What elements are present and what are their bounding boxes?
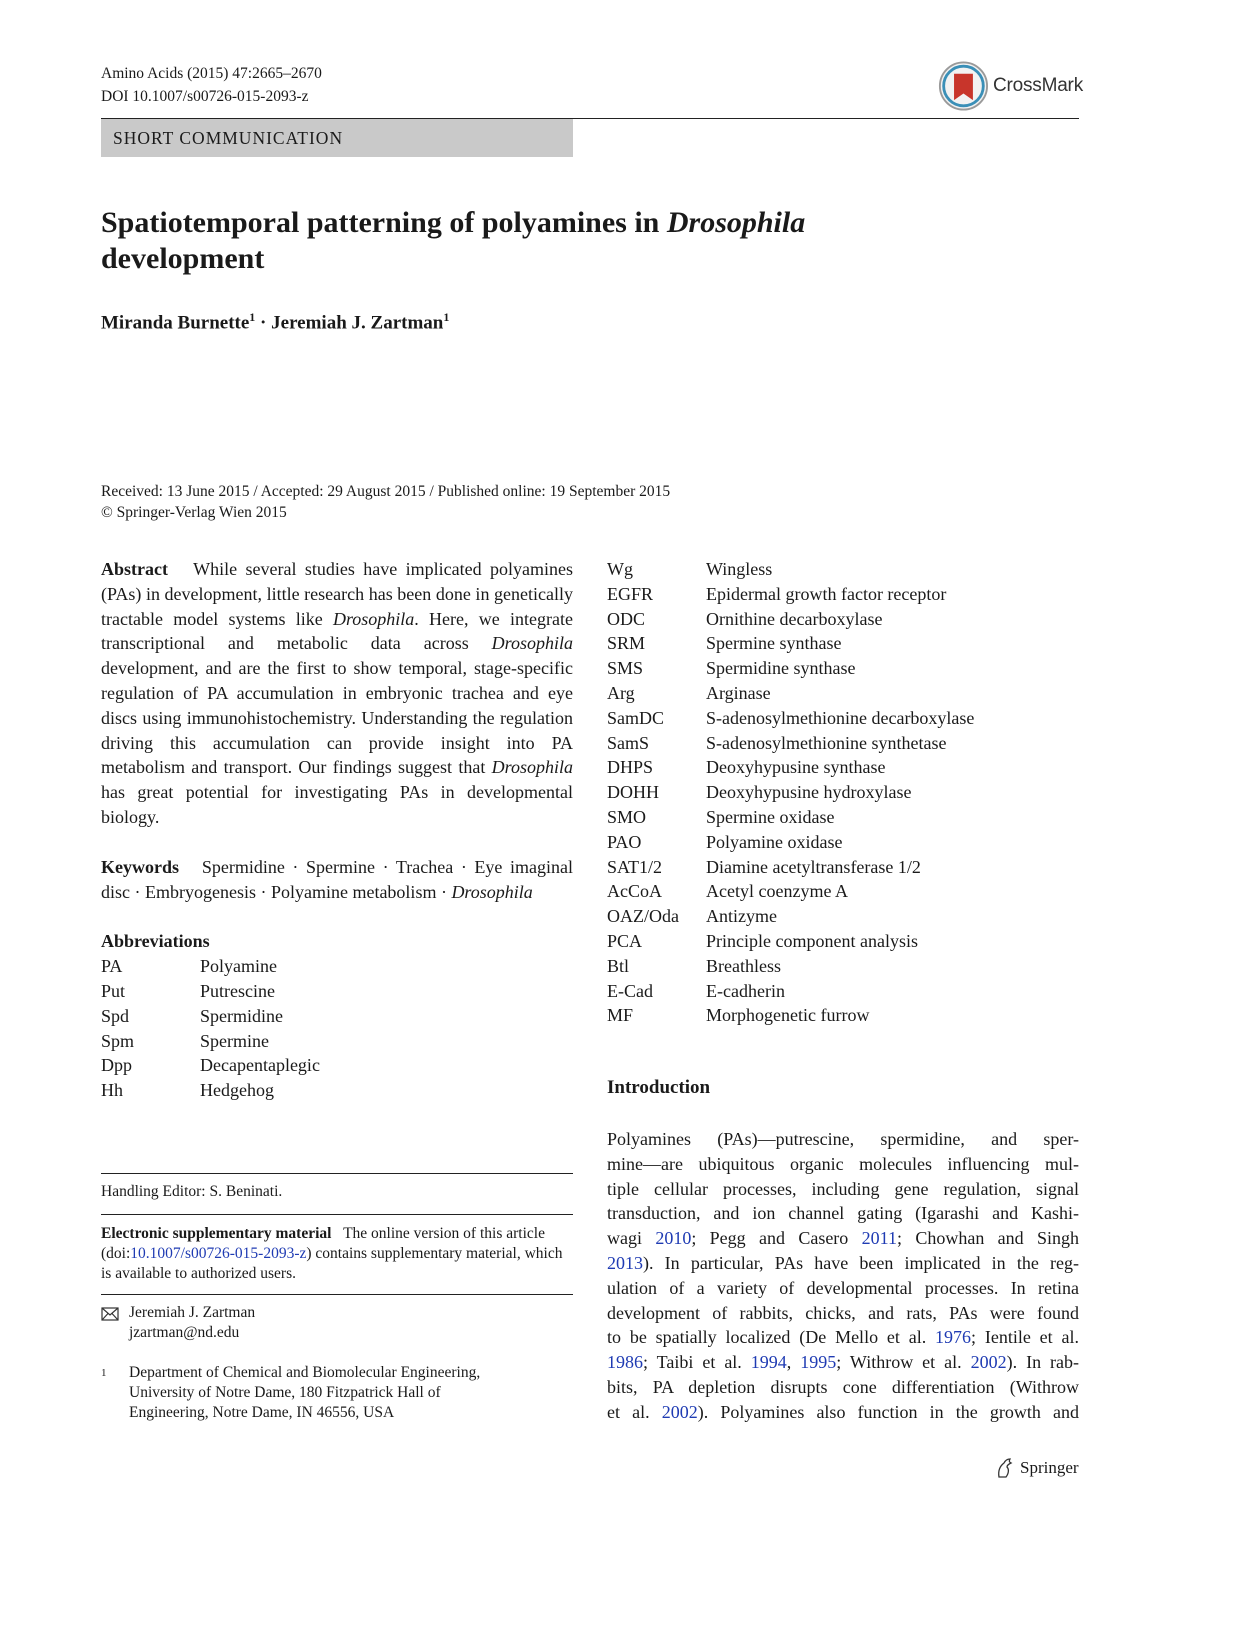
abbreviation-key: DHPS [607, 757, 654, 778]
abbreviation-value: E-cadherin [706, 980, 785, 1001]
intro-line: Polyamines (PAs)—putrescine, spermidine, and sper- [607, 1129, 1079, 1149]
crossmark-badge[interactable] [938, 58, 1083, 114]
abbreviation-key: Arg [607, 682, 635, 703]
abbreviation-value: Spermine oxidase [706, 806, 835, 827]
abbreviation-row [607, 607, 1079, 632]
affiliation-line: Department of Chemical and Biomolecular Engineering, [129, 1364, 481, 1381]
abbreviation-key: Btl [607, 955, 630, 976]
abbreviation-row [607, 830, 1079, 855]
abbreviation-value: Antizyme [706, 906, 777, 927]
esm-text: ) contains supplementary material, which is available to authorized users. [101, 1245, 563, 1282]
abbreviation-key: Spd [101, 1005, 130, 1026]
abbreviation-key: MF [607, 1005, 634, 1026]
abbreviation-key: Hh [101, 1080, 123, 1101]
citation-link[interactable]: 1994 [750, 1352, 787, 1373]
footnote-rule [101, 1173, 573, 1174]
abbreviation-row [101, 1029, 573, 1054]
abbreviation-row [607, 631, 1079, 656]
abbreviation-key: SamDC [607, 707, 665, 728]
abbreviation-row [607, 780, 1079, 805]
abbreviation-key: Put [101, 980, 126, 1001]
intro-text: ). Polyamines also function in the growth and [697, 1401, 1079, 1422]
intro-line: tiple cellular processes, including gene regulation, signal [607, 1178, 1079, 1199]
intro-line: bits, PA depletion disrupts cone differentiation (Withrow [607, 1376, 1079, 1397]
abbreviation-row [607, 929, 1079, 954]
title-part1: Spatiotemporal patterning of polyamines in [101, 206, 667, 239]
abbreviation-row [607, 1003, 1079, 1028]
abstract-italic-3: Drosophila [491, 757, 573, 778]
abbreviation-key: SRM [607, 633, 646, 654]
copyright-line: © Springer-Verlag Wien 2015 [101, 504, 287, 521]
abbreviation-key: DOHH [607, 782, 659, 803]
footnote-rule [101, 1294, 573, 1295]
abbreviation-value: Diamine acetyltransferase 1/2 [706, 856, 921, 877]
abbreviation-row [101, 954, 573, 979]
paper-title [101, 205, 1001, 277]
springer-horse-icon [994, 1457, 1016, 1479]
intro-line: mine—are ubiquitous organic molecules influencing mul- [607, 1153, 1079, 1174]
publisher-name: Springer [1020, 1458, 1079, 1477]
abbreviation-row [607, 681, 1079, 706]
abstract-text-3: development, and are the first to show temporal, stage-specific regulation of PA accumulation in embryonic trachea and eye discs using immunohistochemistry. Understanding the regulation driving this accumulation can provide insight into PA metabolism and transport. Our findings suggest that [101, 658, 573, 778]
citation-link[interactable]: 1986 [607, 1352, 643, 1373]
abbreviation-key: PA [101, 956, 123, 977]
abbreviation-row [607, 805, 1079, 830]
abbreviation-value: Acetyl coenzyme A [706, 881, 848, 902]
abbreviation-key: OAZ/Oda [607, 906, 679, 927]
publisher-logo [994, 1457, 1079, 1479]
esm-heading: Electronic supplementary material [101, 1225, 332, 1242]
affiliation-number: 1 [101, 1367, 107, 1379]
abbreviation-key: Dpp [101, 1055, 132, 1076]
abbreviation-key: Wg [607, 559, 633, 579]
intro-text: ; Chowhan and Singh [896, 1228, 1079, 1249]
citation-link[interactable]: 1995 [800, 1352, 837, 1373]
author-1: Miranda Burnette [101, 312, 250, 334]
abbreviation-key: AcCoA [607, 881, 662, 902]
abbreviation-value: S-adenosylmethionine decarboxylase [706, 707, 975, 728]
abbreviation-row [607, 879, 1079, 904]
crossmark-label: CrossMark [992, 75, 1083, 96]
introduction-body [607, 1127, 1079, 1425]
abbreviation-key: SMO [607, 806, 647, 827]
abbreviation-row [607, 706, 1079, 731]
abstract-text-1: While several studies have implicated polyamines (PAs) in development, little research has been done in genetically tractable model systems like [101, 559, 573, 629]
supplementary-note [101, 1224, 573, 1284]
abbreviation-row [607, 557, 1079, 582]
abbreviation-row [101, 1053, 573, 1078]
keywords-text: Spermidine · Spermine · Trachea · Eye imaginal disc · Embryogenesis · Polyamine metabolism · [101, 856, 573, 902]
abbreviations-heading: Abbreviations [101, 931, 210, 952]
intro-text: ; Taibi et al. [643, 1352, 751, 1373]
intro-text: , [786, 1352, 801, 1373]
keywords [101, 855, 573, 905]
abbreviation-value: Deoxyhypusine hydroxylase [706, 782, 912, 803]
abbreviations-list-left [101, 954, 573, 1103]
abbreviation-row [607, 954, 1079, 979]
abbreviation-value: Polyamine [200, 956, 277, 977]
abstract-text-2: . Here, we integrate transcriptional and metabolic data across [101, 608, 573, 654]
abbreviation-value: Spermine [200, 1030, 269, 1051]
intro-line [607, 1400, 1079, 1425]
abbreviation-key: SamS [607, 732, 650, 753]
left-column [101, 557, 573, 1103]
affiliation-line: University of Notre Dame, 180 Fitzpatrick Hall of [129, 1384, 441, 1401]
envelope-icon [101, 1307, 119, 1321]
abbreviation-row [607, 731, 1079, 756]
intro-line [607, 1350, 1079, 1375]
abbreviation-value: Spermidine [200, 1005, 283, 1026]
abbreviation-key: PAO [607, 831, 642, 852]
citation-link[interactable]: 1976 [935, 1327, 972, 1348]
abbreviation-row [101, 1078, 573, 1103]
author-1-affiliation: 1 [249, 310, 256, 324]
journal-citation: Amino Acids (2015) 47:2665–2670 [101, 65, 322, 82]
esm-text: The online version of this article (doi: [101, 1225, 545, 1262]
citation-link[interactable]: 2010 [655, 1228, 692, 1249]
intro-line [607, 1325, 1079, 1350]
abbreviation-row [607, 904, 1079, 929]
footnote-rule [101, 1214, 573, 1215]
authors [101, 310, 449, 334]
abbreviation-value: Putrescine [200, 980, 275, 1001]
abbreviation-row [607, 979, 1079, 1004]
abbreviation-row [607, 855, 1079, 880]
abbreviation-row [607, 582, 1079, 607]
corresponding-author [101, 1303, 255, 1343]
author-2-affiliation: 1 [443, 310, 450, 324]
abstract-text-4: has great potential for investigating PAs in developmental biology. [101, 782, 573, 827]
title-italic: Drosophila [666, 206, 806, 239]
intro-text: wagi [607, 1228, 656, 1249]
abbreviation-key: SAT1/2 [607, 856, 663, 877]
abbreviation-value: Deoxyhypusine synthase [706, 757, 886, 778]
abbreviation-value: Wingless [706, 559, 773, 579]
abbreviation-key: PCA [607, 930, 643, 951]
abbreviation-key: ODC [607, 608, 646, 629]
citation-link[interactable]: 2013 [607, 1252, 643, 1273]
citation-link[interactable]: 2002 [970, 1352, 1007, 1373]
intro-line [607, 1251, 1079, 1276]
citation-link[interactable]: 2002 [661, 1401, 698, 1422]
affiliation [101, 1363, 480, 1423]
author-separator: · [255, 312, 272, 334]
intro-line: transduction, and ion channel gating (Igarashi and Kashi- [607, 1203, 1079, 1224]
abbreviations-list-right [607, 557, 1079, 1028]
abbreviation-value: Polyamine oxidase [706, 831, 843, 852]
abbreviation-value: Spermine synthase [706, 633, 842, 654]
intro-text: ; Withrow et al. [836, 1352, 971, 1373]
abstract [101, 557, 573, 830]
abbreviation-key: SMS [607, 658, 644, 679]
title-line2: development [101, 242, 265, 275]
abbreviation-row [607, 755, 1079, 780]
abbreviation-value: Arginase [706, 682, 771, 703]
abbreviation-key: EGFR [607, 583, 654, 604]
intro-text: ). In particular, PAs have been implicated in the reg- [643, 1252, 1079, 1273]
abbreviation-value: Hedgehog [200, 1080, 274, 1101]
abbreviation-value: Epidermal growth factor receptor [706, 583, 947, 604]
intro-text: et al. [607, 1401, 662, 1422]
author-2: Jeremiah J. Zartman [271, 312, 444, 334]
abstract-heading: Abstract [101, 559, 168, 579]
citation-link[interactable]: 2011 [861, 1228, 897, 1249]
abbreviation-row [101, 1004, 573, 1029]
intro-text: to be spatially localized (De Mello et al. [607, 1327, 936, 1348]
abbreviation-key: E-Cad [607, 980, 653, 1001]
intro-text: ; Ientile et al. [971, 1327, 1079, 1348]
keywords-italic: Drosophila [451, 881, 533, 902]
publication-dates [101, 481, 670, 523]
abbreviation-value: Morphogenetic furrow [706, 1005, 870, 1026]
abstract-italic-1: Drosophila [332, 608, 415, 629]
contact-email[interactable]: jzartman@nd.edu [129, 1324, 240, 1341]
abstract-italic-2: Drosophila [491, 633, 573, 654]
handling-editor: Handling Editor: S. Beninati. [101, 1183, 283, 1200]
abbreviation-value: S-adenosylmethionine synthetase [706, 732, 947, 753]
dates-line: Received: 13 June 2015 / Accepted: 29 August 2015 / Published online: 19 September 2015 [101, 483, 671, 500]
journal-citation-block [101, 62, 322, 108]
intro-text: ). In rab- [1006, 1352, 1080, 1373]
intro-line: development of rabbits, chicks, and rats, PAs were found [607, 1302, 1079, 1323]
doi-link[interactable]: 10.1007/s00726-015-2093-z [130, 1245, 307, 1262]
section-label: SHORT COMMUNICATION [113, 128, 344, 148]
crossmark-icon [938, 59, 989, 113]
intro-line: ulation of a variety of developmental processes. In retina [607, 1277, 1079, 1298]
abbreviation-row [607, 656, 1079, 681]
abbreviation-value: Spermidine synthase [706, 658, 856, 679]
intro-line [607, 1226, 1079, 1251]
intro-text: ; Pegg and Casero [691, 1228, 862, 1249]
abbreviation-value: Breathless [706, 955, 781, 976]
affiliation-line: Engineering, Notre Dame, IN 46556, USA [129, 1404, 395, 1421]
journal-doi: DOI 10.1007/s00726-015-2093-z [101, 88, 309, 105]
abbreviation-key: Spm [101, 1030, 135, 1051]
contact-name: Jeremiah J. Zartman [129, 1304, 256, 1321]
abbreviation-value: Decapentaplegic [200, 1055, 320, 1076]
introduction-heading: Introduction [607, 1077, 711, 1098]
abbreviation-value: Principle component analysis [706, 930, 918, 951]
keywords-heading: Keywords [101, 856, 179, 877]
abbreviation-row [101, 979, 573, 1004]
abbreviation-value: Ornithine decarboxylase [706, 608, 883, 629]
